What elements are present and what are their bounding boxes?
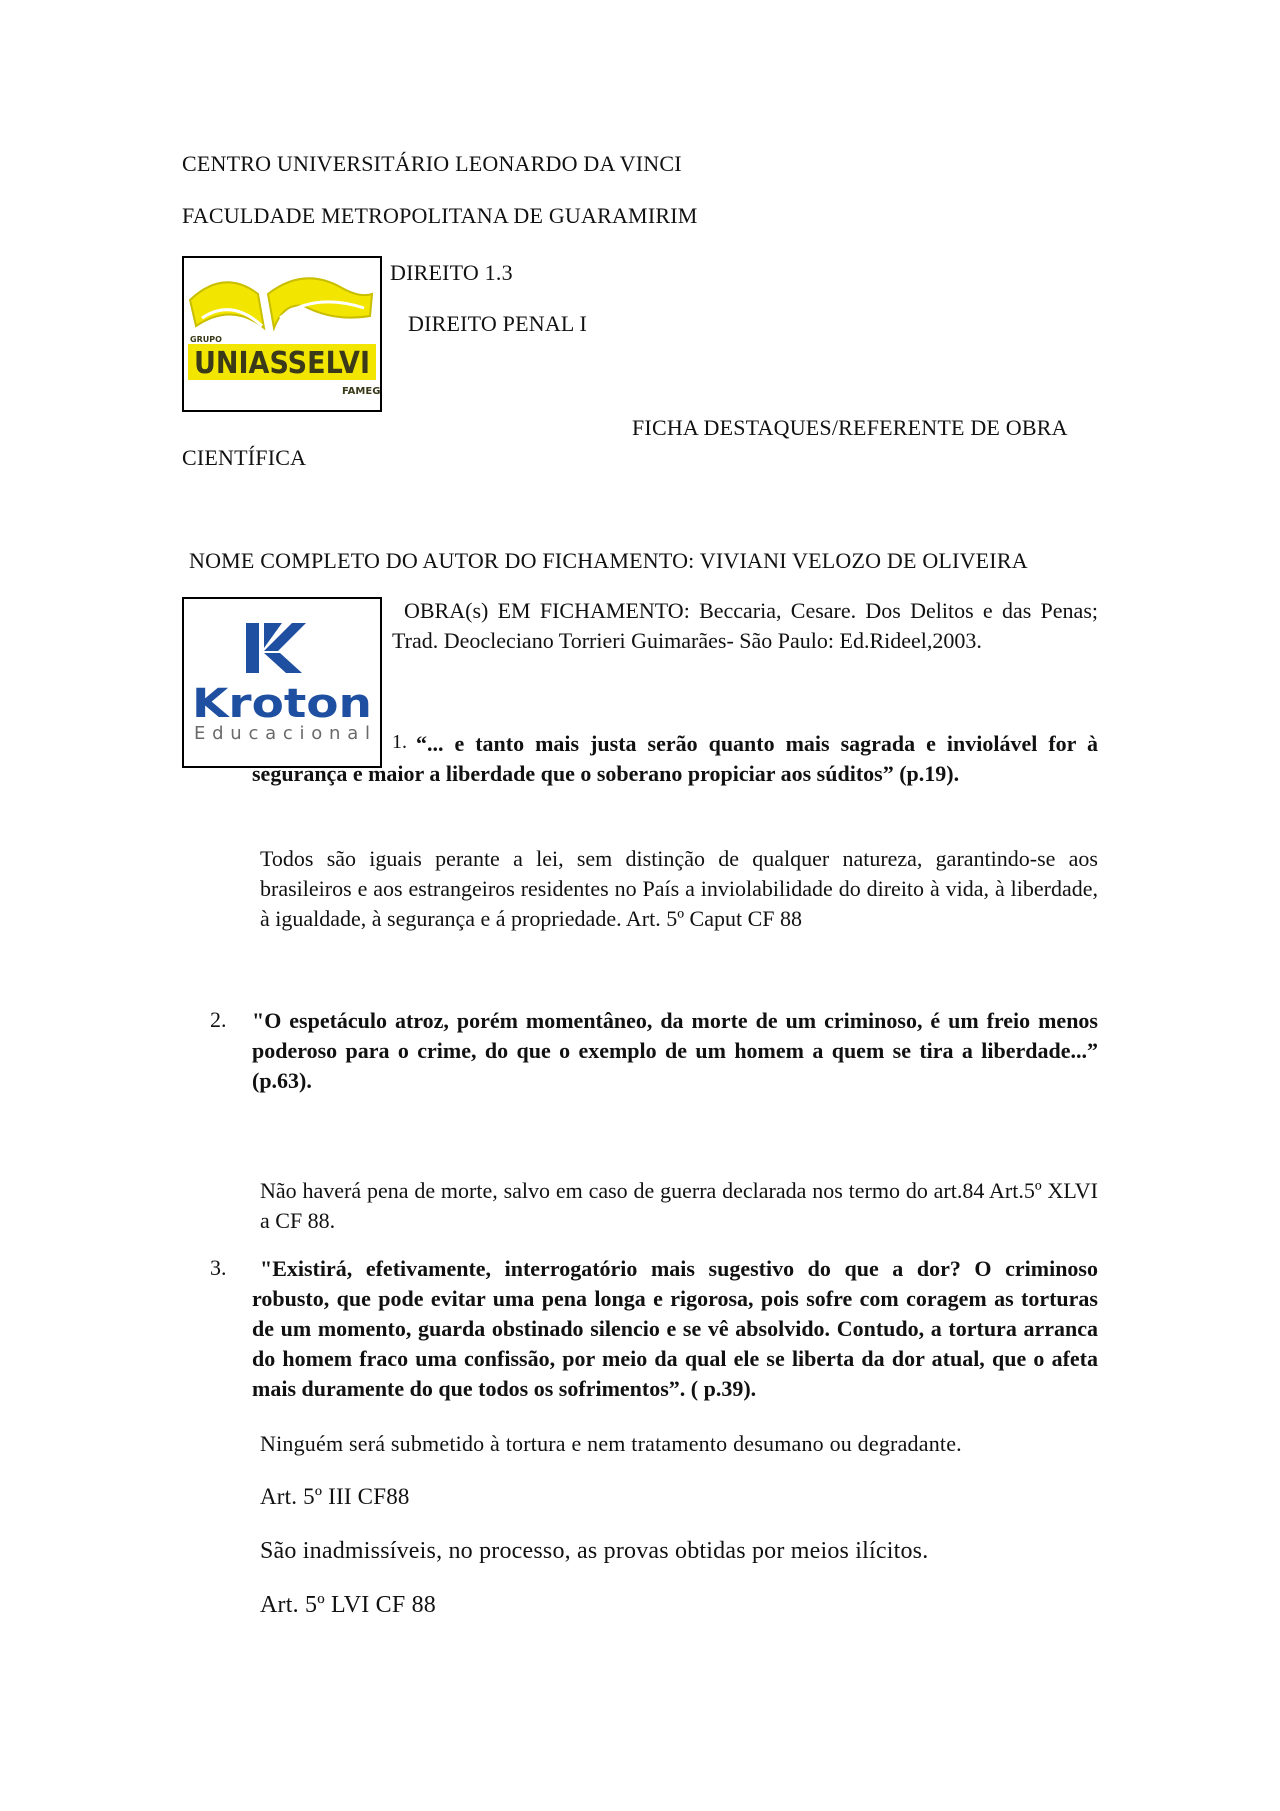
uniasselvi-logo-graphic — [184, 258, 380, 410]
item-1-quote: “... e tanto mais justa serão quanto mais sagrada e inviolável for à segurança e maior a liberdade que o soberano propiciar aos súditos” (p.19). — [252, 731, 1098, 786]
subject-name: DIREITO PENAL I — [408, 311, 587, 336]
item-3-quote: "Existirá, efetivamente, interrogatório mais sugestivo do que a dor? O criminoso robusto, que pode evitar uma pena longa e rigorosa, pois sofre com coragem as torturas de um momento, guarda obstinado silencio e se vê absolvido. Contudo, a tortura arranca do homem fraco uma confissão, por meio da qual ele se liberta da dor atual, que o afeta mais duramente do que todos os sofrimentos”. ( p.39). — [252, 1256, 1098, 1401]
uniasselvi-logo — [182, 256, 382, 412]
item-2-note: Não haverá pena de morte, salvo em caso de guerra declarada nos termo do art.84 Art.5º XLVI a CF 88. — [260, 1178, 1098, 1233]
work-reference: OBRA(s) EM FICHAMENTO: Beccaria, Cesare. Dos Delitos e das Penas; Trad. Deocleciano Torrieri Guimarães- São Paulo: Ed.Rideel,2003. — [392, 598, 1098, 653]
logo-sub-label: FAMEG — [342, 386, 380, 397]
item-2-number: 2. — [210, 1007, 227, 1032]
item-1-number: 1. — [392, 731, 407, 753]
item-1-note: Todos são iguais perante a lei, sem distinção de qualquer natureza, garantindo-se aos brasileiros e aos estrangeiros residentes no País a inviolabilidade do direito à vida, à liberdade, à igualdade, à segurança e á propriedade. Art. 5º Caput CF 88 — [260, 846, 1098, 931]
course-name: DIREITO 1.3 — [390, 260, 513, 285]
item-3-note-1: Ninguém será submetido à tortura e nem tratamento desumano ou degradante. — [260, 1431, 962, 1456]
item-3-number: 3. — [210, 1255, 227, 1280]
kroton-name: Kroton — [192, 681, 372, 727]
item-3-note-4: Art. 5º LVI CF 88 — [260, 1592, 436, 1618]
sheet-title-continued: CIENTÍFICA — [182, 445, 307, 470]
item-2-quote: "O espetáculo atroz, porém momentâneo, da morte de um criminoso, é um freio menos poderoso para o crime, do que o exemplo de um homem a quem se tira a liberdade...” (p.63). — [252, 1008, 1098, 1093]
sheet-title: FICHA DESTAQUES/REFERENTE DE OBRA — [632, 415, 1068, 440]
item-3-note-2: Art. 5º III CF88 — [260, 1484, 410, 1509]
logo-name-label: UNIASSELVI — [194, 346, 370, 381]
kroton-sub: Educacional — [194, 723, 370, 744]
logo-group-label: GRUPO — [190, 335, 222, 344]
faculty-name: FACULDADE METROPOLITANA DE GUARAMIRIM — [182, 203, 698, 228]
item-3-note-3: São inadmissíveis, no processo, as provas obtidas por meios ilícitos. — [260, 1538, 929, 1564]
institution-name: CENTRO UNIVERSITÁRIO LEONARDO DA VINCI — [182, 151, 682, 176]
author-line: NOME COMPLETO DO AUTOR DO FICHAMENTO: VIVIANI VELOZO DE OLIVEIRA — [189, 548, 1028, 573]
